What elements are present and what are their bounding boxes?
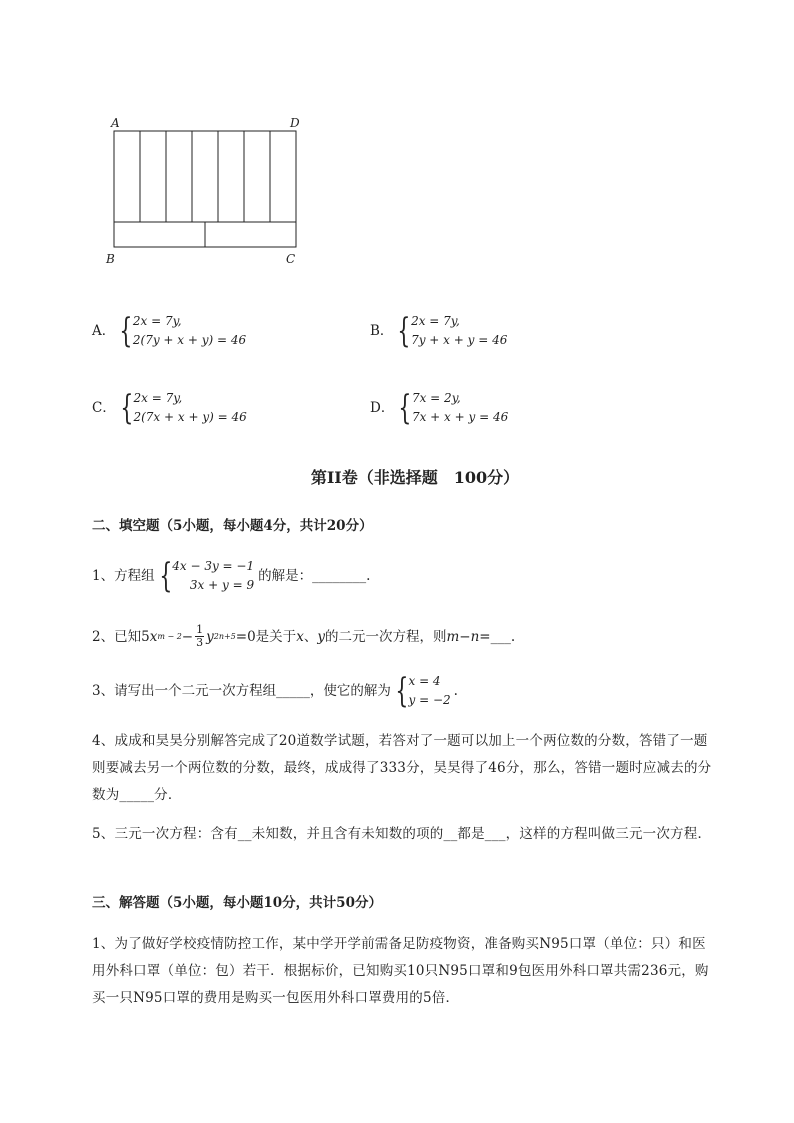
option-label: B．: [370, 323, 394, 339]
brace-icon: {: [120, 388, 134, 428]
exponent: 2n+5: [213, 631, 236, 641]
exponent: m − 2: [157, 631, 182, 641]
rectangle-figure: [100, 112, 310, 272]
variable: m: [446, 628, 460, 645]
equation-line: 7y + x + y = 46: [411, 333, 508, 347]
equation-line: 3x + y = 9: [189, 578, 255, 592]
rectangle-diagram: [100, 112, 310, 272]
equation-line: 2(7y + x + y) = 46: [132, 333, 247, 347]
vertex-label-b: B: [106, 252, 115, 266]
variable: x: [296, 628, 304, 645]
variable: n: [470, 628, 480, 645]
question-text: 的二元一次方程，则: [324, 628, 447, 645]
fill-in-header: 二、填空题（5小题，每小题4分，共计20分）: [92, 518, 373, 534]
question-2: [92, 624, 515, 649]
brace-icon: {: [119, 311, 133, 351]
question-4: 4、成成和昊昊分别解答完成了20道数学试题，若答对了一题可以加上一个两位数的分数，答错了一题则要减去另一个两位数的分数，最终，成成得了333分，昊昊得了46分，那么，答错一题时应减去的分数为_____分．: [92, 733, 712, 803]
brace-icon: {: [395, 671, 409, 711]
equation-line: y = −2: [408, 693, 451, 707]
section-title: 第II卷（非选择题 100分）: [310, 468, 520, 487]
brace-icon: {: [397, 311, 411, 351]
question-text: 3、请写出一个二元一次方程组_____，使它的解为: [92, 683, 391, 699]
equation-line: 2(7x + x + y) = 46: [133, 410, 247, 424]
variable: y: [206, 628, 214, 645]
vertex-label-a: A: [111, 116, 120, 130]
question-text: .: [453, 683, 458, 699]
option-c[interactable]: [92, 389, 247, 427]
equation-line: 2x = 7y,: [411, 314, 460, 328]
fraction-numerator: 1: [196, 623, 204, 636]
vertex-label-c: C: [286, 252, 296, 266]
brace-icon: {: [398, 388, 412, 428]
question-text: =___.: [479, 628, 516, 645]
solve-header: 三、解答题（5小题，每小题10分，共计50分）: [92, 895, 382, 911]
option-label: C．: [92, 400, 116, 416]
question-5: 5、三元一次方程：含有__未知数，并且含有未知数的项的__都是___，这样的方程叫做三元一次方程．: [92, 826, 712, 842]
equation-line: x = 4: [408, 674, 441, 688]
brace-icon: {: [158, 556, 172, 596]
question-text: 2、已知5: [92, 628, 150, 645]
question-3: [92, 672, 458, 710]
question-text: 、: [303, 628, 318, 645]
question-1: [92, 557, 370, 595]
option-d[interactable]: [370, 389, 508, 427]
option-a[interactable]: [92, 312, 246, 350]
fraction-denominator: 3: [196, 636, 204, 649]
vertex-label-d: D: [290, 116, 300, 130]
question-text: =0是关于: [235, 628, 297, 645]
option-label: D．: [370, 400, 395, 416]
equation-line: 2x = 7y,: [133, 391, 183, 405]
equation-line: 7x + x + y = 46: [411, 410, 509, 424]
variable: y: [317, 628, 325, 645]
variable: x: [149, 628, 158, 645]
operator: −: [181, 628, 194, 645]
equation-line: 7x = 2y,: [411, 391, 461, 405]
solve-question-1: 1、为了做好学校疫情防控工作，某中学开学前需备足防疫物资，准备购买N95口罩（单位：只）和医用外科口罩（单位：包）若干．根据标价，已知购买10只N95口罩和9包医用外科口罩共需236元，购买一只N95口罩的费用是购买一包医用外科口罩费用的5倍．: [92, 936, 709, 1006]
operator: −: [459, 628, 471, 645]
fraction: [195, 624, 204, 649]
equation-line: 4x − 3y = −1: [172, 559, 255, 573]
option-b[interactable]: [370, 312, 507, 350]
option-label: A．: [92, 323, 116, 339]
question-text: 1、方程组: [92, 568, 155, 584]
question-text: 的解是：________.: [258, 568, 371, 584]
equation-line: 2x = 7y,: [132, 314, 182, 328]
